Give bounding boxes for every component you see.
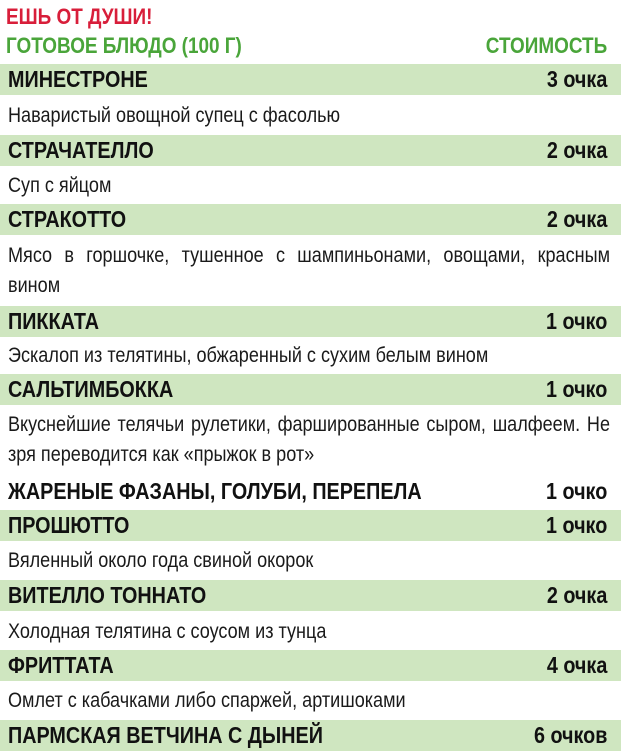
menu-item-row [0, 510, 621, 541]
menu-item-row [0, 650, 621, 681]
dish-description: Мясо в горшочке, тушенное с шампиньонами, овощами, красным вином [8, 244, 610, 297]
menu-item-row [0, 204, 621, 235]
menu-item-row [0, 580, 621, 611]
dish-name: ПИККАТА [8, 308, 100, 334]
menu-title: ЕШЬ ОТ ДУШИ! [6, 4, 153, 29]
dish-description: Вяленный около года свиной окорок [8, 549, 314, 572]
dish-column-header: ГОТОВОЕ БЛЮДО (100 Г) [6, 33, 242, 58]
dish-name: ПРОШЮТТО [8, 512, 130, 538]
dish-price: 2 очка [546, 137, 607, 163]
dish-description: Вкуснейшие телячьи рулетики, фаршированные сыром, шалфеем. Не зря переводится как «прыжок в рот» [8, 413, 610, 466]
dish-price: 2 очка [546, 206, 607, 232]
dish-price: 1 очко [545, 376, 607, 402]
dish-name: САЛЬТИМБОККА [8, 376, 174, 402]
menu-item-row [0, 720, 621, 751]
dish-name: МИНЕСТРОНЕ [8, 66, 148, 92]
dish-name: ПАРМСКАЯ ВЕТЧИНА С ДЫНЕЙ [8, 722, 323, 748]
dish-name: СТРАЧАТЕЛЛО [8, 137, 154, 163]
dish-name: ВИТЕЛЛО ТОННАТО [8, 582, 207, 608]
dish-price: 3 очка [546, 66, 607, 92]
menu-item-row [0, 306, 621, 337]
dish-price: 1 очко [545, 308, 607, 334]
dish-description: Омлет с кабачками либо спаржей, артишоками [8, 689, 406, 712]
menu-item-row [0, 374, 621, 405]
dish-price: 1 очко [545, 512, 607, 538]
dish-description: Холодная телятина с соусом из тунца [8, 620, 327, 643]
dish-price: 1 очко [545, 478, 607, 504]
dish-name: ФРИТТАТА [8, 652, 114, 678]
cost-column-header: СТОИМОСТЬ [485, 33, 607, 58]
dish-description: Эскалоп из телятины, обжаренный с сухим белым вином [8, 344, 489, 367]
menu-item-row [0, 64, 621, 95]
dish-price: 4 очка [546, 652, 607, 678]
dish-description: Наваристый овощной супец с фасолью [8, 104, 341, 127]
menu-header [6, 31, 607, 63]
dish-name: СТРАКОТТО [8, 206, 127, 232]
dish-price: 6 очков [533, 722, 607, 748]
dish-description: Суп с яйцом [8, 174, 112, 197]
menu-item-row [0, 135, 621, 166]
dish-price: 2 очка [546, 582, 607, 608]
dish-name: ЖАРЕНЫЕ ФАЗАНЫ, ГОЛУБИ, ПЕРЕПЕЛА [8, 478, 422, 504]
menu-item-row [0, 476, 621, 507]
